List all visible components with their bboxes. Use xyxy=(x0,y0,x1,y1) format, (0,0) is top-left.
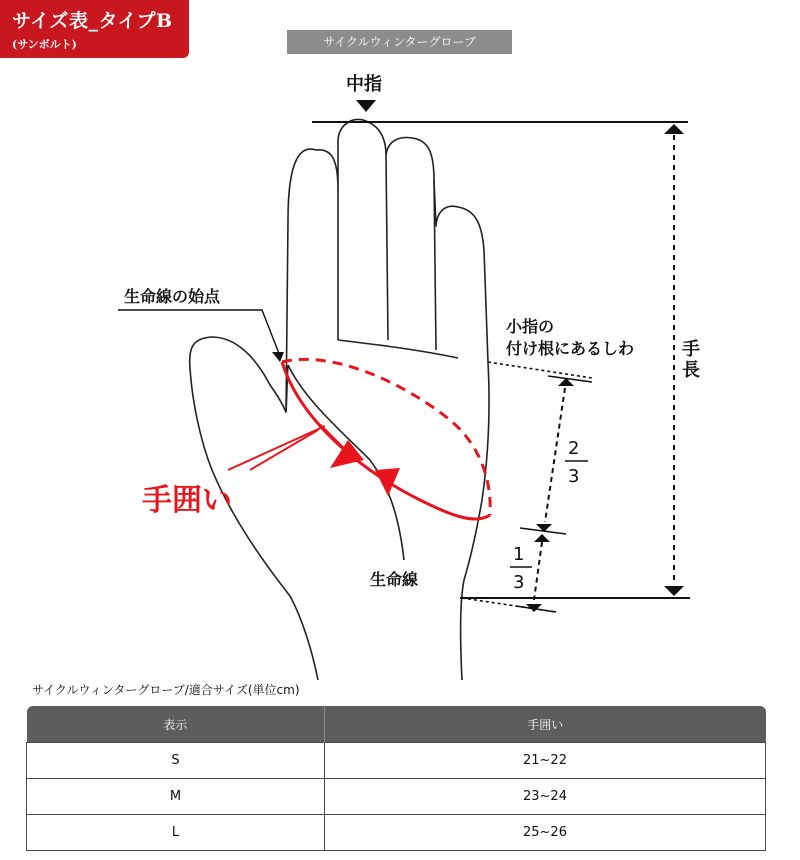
hand-length-arrow-bottom-icon xyxy=(664,586,684,596)
girth-arrow-up-icon xyxy=(375,468,400,496)
one-third-top-arrow-icon xyxy=(534,534,550,542)
pinky-crease-guide xyxy=(488,362,592,378)
two-thirds-arrow xyxy=(545,388,565,522)
product-title: サイクルウィンターグローブ xyxy=(287,30,512,54)
middle-finger-label: 中指 xyxy=(346,74,382,95)
fraction-top-numerator: 2 xyxy=(568,438,580,459)
hand-outline xyxy=(190,119,489,680)
hand-girth-label: 手囲い xyxy=(142,483,232,518)
middle-finger-pointer-icon xyxy=(356,100,376,112)
header-size: 表示 xyxy=(27,706,325,743)
header-girth: 手囲い xyxy=(325,706,766,743)
hand-girth-leader xyxy=(250,430,318,470)
hand-length-label-1: 手 xyxy=(682,339,700,360)
fraction-bottom-numerator: 1 xyxy=(513,544,525,565)
one-third-arrow xyxy=(534,542,542,600)
table-row xyxy=(27,743,766,779)
lifeline-start-label: 生命線の始点 xyxy=(124,287,221,306)
pinky-crease-label-2: 付け根にあるしわ xyxy=(506,339,635,358)
size-cell: S xyxy=(27,743,325,779)
girth-arrow-down-icon xyxy=(330,440,364,468)
hand-girth-leader-2 xyxy=(228,426,325,470)
pinky-crease-label-1: 小指の xyxy=(506,317,555,336)
size-cell: L xyxy=(27,815,325,851)
fraction-bottom-denominator: 3 xyxy=(513,572,525,593)
girth-arrow-down-shaft xyxy=(320,425,345,450)
table-header-row xyxy=(27,706,766,743)
table-row xyxy=(27,779,766,815)
hand-length-label-2: 長 xyxy=(682,360,700,381)
girth-cell: 21~22 xyxy=(325,743,766,779)
hand-girth-loop xyxy=(282,359,490,519)
badge-subtitle: (サンボルト) xyxy=(12,38,77,51)
size-cell: M xyxy=(27,779,325,815)
fraction-top-denominator: 3 xyxy=(568,466,580,487)
table-caption: サイクルウィンターグローブ/適合サイズ(単位cm) xyxy=(32,683,300,697)
badge-title: サイズ表_タイプB xyxy=(12,10,173,32)
lifeline-label: 生命線 xyxy=(370,570,419,589)
lifeline-start-leader xyxy=(118,310,280,356)
table-row xyxy=(27,815,766,851)
size-table xyxy=(26,706,766,851)
girth-cell: 25~26 xyxy=(325,815,766,851)
hand-length-arrow-top-icon xyxy=(664,124,684,134)
girth-cell: 23~24 xyxy=(325,779,766,815)
